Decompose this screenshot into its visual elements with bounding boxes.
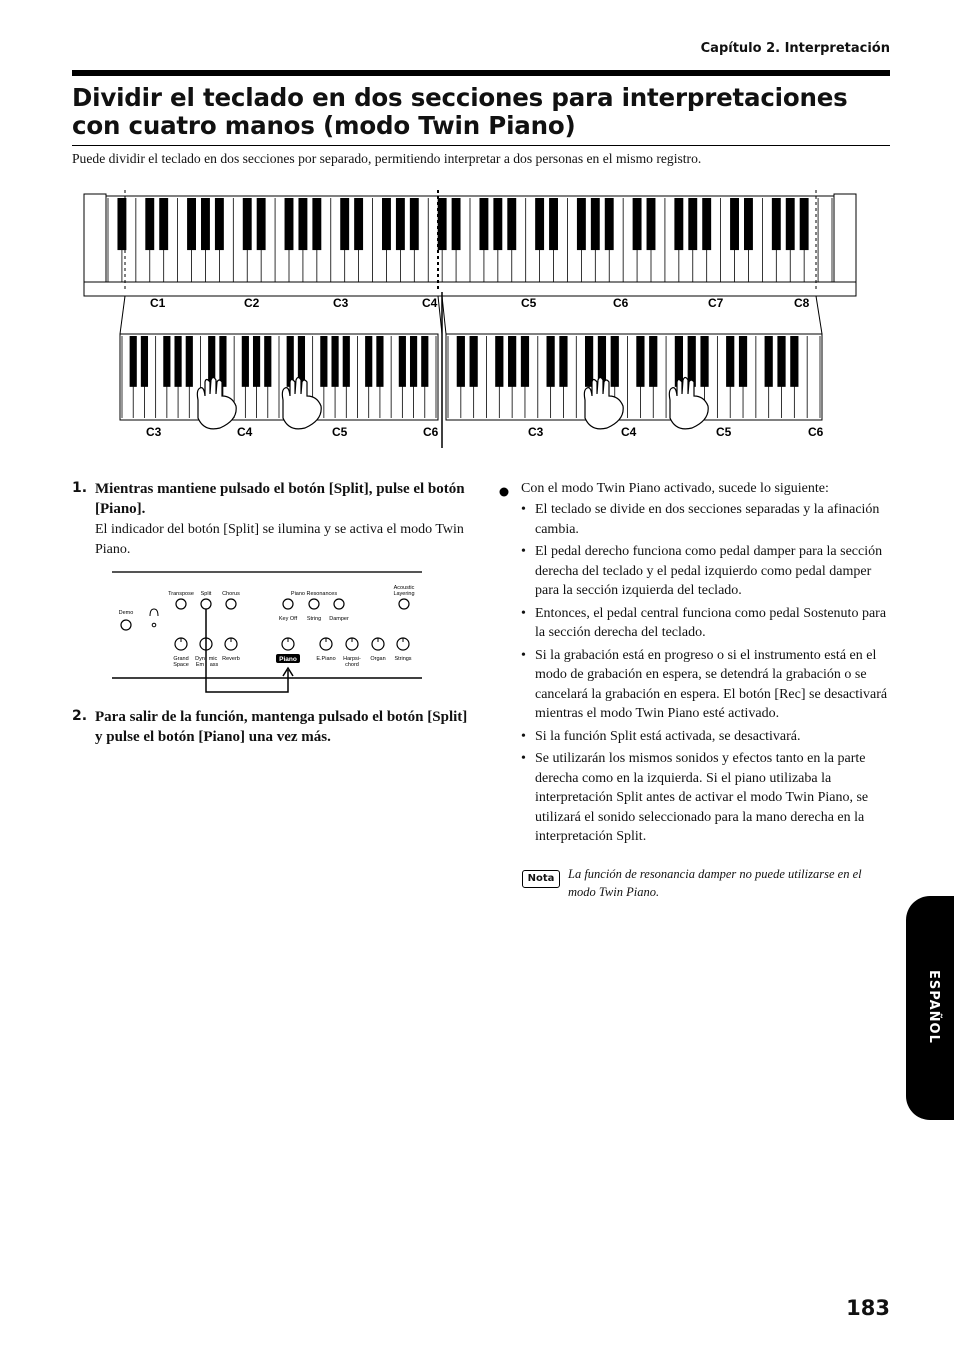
header-bar xyxy=(72,70,890,76)
page-title: Dividir el teclado en dos secciones para interpretaciones con cuatro manos (modo Twin Piano) xyxy=(72,83,848,140)
svg-text:chord: chord xyxy=(345,662,359,668)
black-key xyxy=(320,336,327,387)
label-c7: C7 xyxy=(708,296,724,310)
black-key xyxy=(739,336,747,387)
left-label-c4: C4 xyxy=(237,425,253,439)
svg-text:Split: Split xyxy=(200,591,212,597)
black-key xyxy=(688,336,696,387)
note-text: La función de resonancia damper no puede utilizarse en el modo Twin Piano. xyxy=(568,867,862,899)
step-1-body: El indicador del botón [Split] se ilumina y se activa el modo Twin Piano. xyxy=(95,522,464,557)
black-key xyxy=(257,198,266,250)
black-key xyxy=(285,198,294,250)
twin-piano-effects-list xyxy=(521,500,889,850)
black-key xyxy=(117,198,126,250)
label-c5: C5 xyxy=(521,296,537,310)
list-item: • Se utilizarán los mismos sonidos y efectos tanto en la parte derecha como en la izquierda. Si el piano utilizaba la interpretación Split antes de activar el modo Twin Piano, se utilizará el sonido seleccionado para la mano derecha en la interpretación Split. xyxy=(521,749,889,847)
right-label-c4: C4 xyxy=(621,425,637,439)
black-key xyxy=(470,336,478,387)
intro-text: Puede dividir el teclado en dos secciones por separado, permitiendo interpretar a dos personas en el mismo registro. xyxy=(72,151,702,166)
black-key xyxy=(253,336,260,387)
black-key xyxy=(399,336,406,387)
black-key xyxy=(549,198,558,250)
black-key xyxy=(633,198,642,250)
black-key xyxy=(365,336,372,387)
black-key xyxy=(765,336,773,387)
black-key xyxy=(611,336,619,387)
svg-text:Harpsi-: Harpsi- xyxy=(343,656,361,662)
black-key xyxy=(219,336,226,387)
label-c4: C4 xyxy=(422,296,438,310)
transpose-button[interactable] xyxy=(176,599,186,609)
headphones-icon xyxy=(150,609,158,616)
svg-text:Transpose: Transpose xyxy=(168,591,194,597)
black-key xyxy=(340,198,349,250)
label-c1: C1 xyxy=(150,296,166,310)
demo-button[interactable] xyxy=(121,620,131,630)
svg-text:Key Off: Key Off xyxy=(278,616,298,622)
black-key xyxy=(577,198,586,250)
svg-text:Grand: Grand xyxy=(173,656,189,662)
label-c8: C8 xyxy=(794,296,810,310)
full-keyboard xyxy=(84,194,856,296)
black-key xyxy=(508,336,516,387)
black-key xyxy=(186,336,193,387)
split-button[interactable] xyxy=(201,599,211,609)
black-key xyxy=(396,198,405,250)
bullet-circle-icon xyxy=(498,485,510,497)
step-1-title: Mientras mantiene pulsado el botón [Split], pulse el botón [Piano]. xyxy=(95,481,465,517)
black-key xyxy=(726,336,734,387)
language-label: ESPAÑOL xyxy=(926,970,941,1044)
black-key xyxy=(547,336,555,387)
demo-label: Demo xyxy=(118,610,134,616)
black-key xyxy=(163,336,170,387)
black-key xyxy=(777,336,785,387)
black-key xyxy=(159,198,168,250)
black-key xyxy=(243,198,252,250)
list-item: • El teclado se divide en dos secciones separadas y la afinación cambia. xyxy=(521,500,889,539)
black-key xyxy=(410,198,419,250)
black-key xyxy=(312,198,321,250)
black-key xyxy=(559,336,567,387)
black-key xyxy=(772,198,781,250)
black-key xyxy=(452,198,461,250)
black-key xyxy=(298,198,307,250)
black-key xyxy=(354,198,363,250)
step-2-title: Para salir de la función, mantenga pulsado el botón [Split] y pulse el botón [Piano] una vez más. xyxy=(95,709,468,745)
black-key xyxy=(585,336,593,387)
black-key xyxy=(647,198,656,250)
control-panel-diagram xyxy=(110,568,426,694)
language-tab xyxy=(906,896,954,1120)
note-badge: Nota xyxy=(522,870,560,888)
black-key xyxy=(479,198,488,250)
step-2-number: 2. xyxy=(72,708,88,724)
svg-text:Reverb: Reverb xyxy=(222,656,240,662)
svg-text:Damper: Damper xyxy=(329,616,349,622)
chorus-button[interactable] xyxy=(226,599,236,609)
black-key xyxy=(688,198,697,250)
acoustic-layering-button[interactable] xyxy=(399,599,409,609)
black-key xyxy=(201,198,210,250)
svg-text:Acoustic: Acoustic xyxy=(393,585,415,591)
label-c2: C2 xyxy=(244,296,260,310)
black-key xyxy=(744,198,753,250)
black-key xyxy=(376,336,383,387)
black-key xyxy=(331,336,338,387)
svg-text:ass: ass xyxy=(209,662,219,668)
black-key xyxy=(130,336,137,387)
key-off-button[interactable] xyxy=(283,599,293,609)
black-key xyxy=(674,198,683,250)
black-key xyxy=(421,336,428,387)
damper-button[interactable] xyxy=(334,599,344,609)
black-key xyxy=(215,198,224,250)
label-c3: C3 xyxy=(333,296,349,310)
svg-text:Chorus: Chorus xyxy=(222,591,240,597)
svg-text:String: String xyxy=(306,616,322,622)
black-key xyxy=(521,336,529,387)
black-key xyxy=(438,198,447,250)
piano-button-label: Piano xyxy=(279,656,297,663)
black-key xyxy=(507,198,516,250)
right-section-keyboard xyxy=(446,334,822,420)
black-key xyxy=(343,336,350,387)
step-1-number: 1. xyxy=(72,480,88,496)
black-key xyxy=(174,336,181,387)
connect-arrow xyxy=(206,609,288,692)
black-key xyxy=(649,336,657,387)
black-key xyxy=(535,198,544,250)
svg-text:E.Piano: E.Piano xyxy=(316,656,336,662)
right-label-c5: C5 xyxy=(716,425,732,439)
left-label-c5: C5 xyxy=(332,425,348,439)
left-label-c3: C3 xyxy=(146,425,162,439)
black-key xyxy=(145,198,154,250)
list-item: • Si la función Split está activada, se desactivará. xyxy=(521,727,889,747)
black-key xyxy=(790,336,798,387)
black-key xyxy=(700,336,708,387)
black-key xyxy=(493,198,502,250)
list-item: • El pedal derecho funciona como pedal damper para la sección derecha del teclado y el pedal izquierdo como pedal damper para la sección izquierda del teclado. xyxy=(521,542,889,601)
title-rule xyxy=(72,145,890,146)
right-label-c6: C6 xyxy=(808,425,824,439)
black-key xyxy=(605,198,614,250)
black-key xyxy=(786,198,795,250)
svg-text:Dyn: Dyn xyxy=(195,656,205,662)
svg-text:Space: Space xyxy=(173,662,189,668)
keyboard-diagram xyxy=(80,186,860,450)
svg-text:Strings: Strings xyxy=(394,656,412,662)
svg-text:Em: Em xyxy=(195,662,205,668)
black-key xyxy=(242,336,249,387)
list-item: • Entonces, el pedal central funciona como pedal Sostenuto para la sección derecha del teclado. xyxy=(521,604,889,643)
black-key xyxy=(141,336,148,387)
black-key xyxy=(187,198,196,250)
black-key xyxy=(800,198,809,250)
black-key xyxy=(495,336,503,387)
label-c6: C6 xyxy=(613,296,629,310)
black-key xyxy=(264,336,271,387)
svg-text:Organ: Organ xyxy=(370,656,386,662)
chapter-header: Capítulo 2. Interpretación xyxy=(700,41,890,56)
black-key xyxy=(457,336,465,387)
black-key xyxy=(730,198,739,250)
black-key xyxy=(636,336,644,387)
black-key xyxy=(410,336,417,387)
svg-text:Piano Resonances: Piano Resonances xyxy=(290,591,338,597)
black-key xyxy=(382,198,391,250)
left-label-c6: C6 xyxy=(423,425,439,439)
black-key xyxy=(591,198,600,250)
left-section-keyboard xyxy=(120,334,438,420)
list-item: • Si la grabación está en progreso o si el instrumento está en el modo de grabación en espera, se detendrá la grabación o se cancelará la grabación en espera. El botón [Rec] se desactivará mientras el modo Twin Piano esté activado. xyxy=(521,646,889,724)
string-button[interactable] xyxy=(309,599,319,609)
page-number: 183 xyxy=(846,1296,890,1320)
svg-text:Layering: Layering xyxy=(393,591,415,597)
right-label-c3: C3 xyxy=(528,425,544,439)
black-key xyxy=(702,198,711,250)
right-intro: Con el modo Twin Piano activado, sucede lo siguiente: xyxy=(521,481,829,496)
svg-text:mic: mic xyxy=(208,656,218,662)
